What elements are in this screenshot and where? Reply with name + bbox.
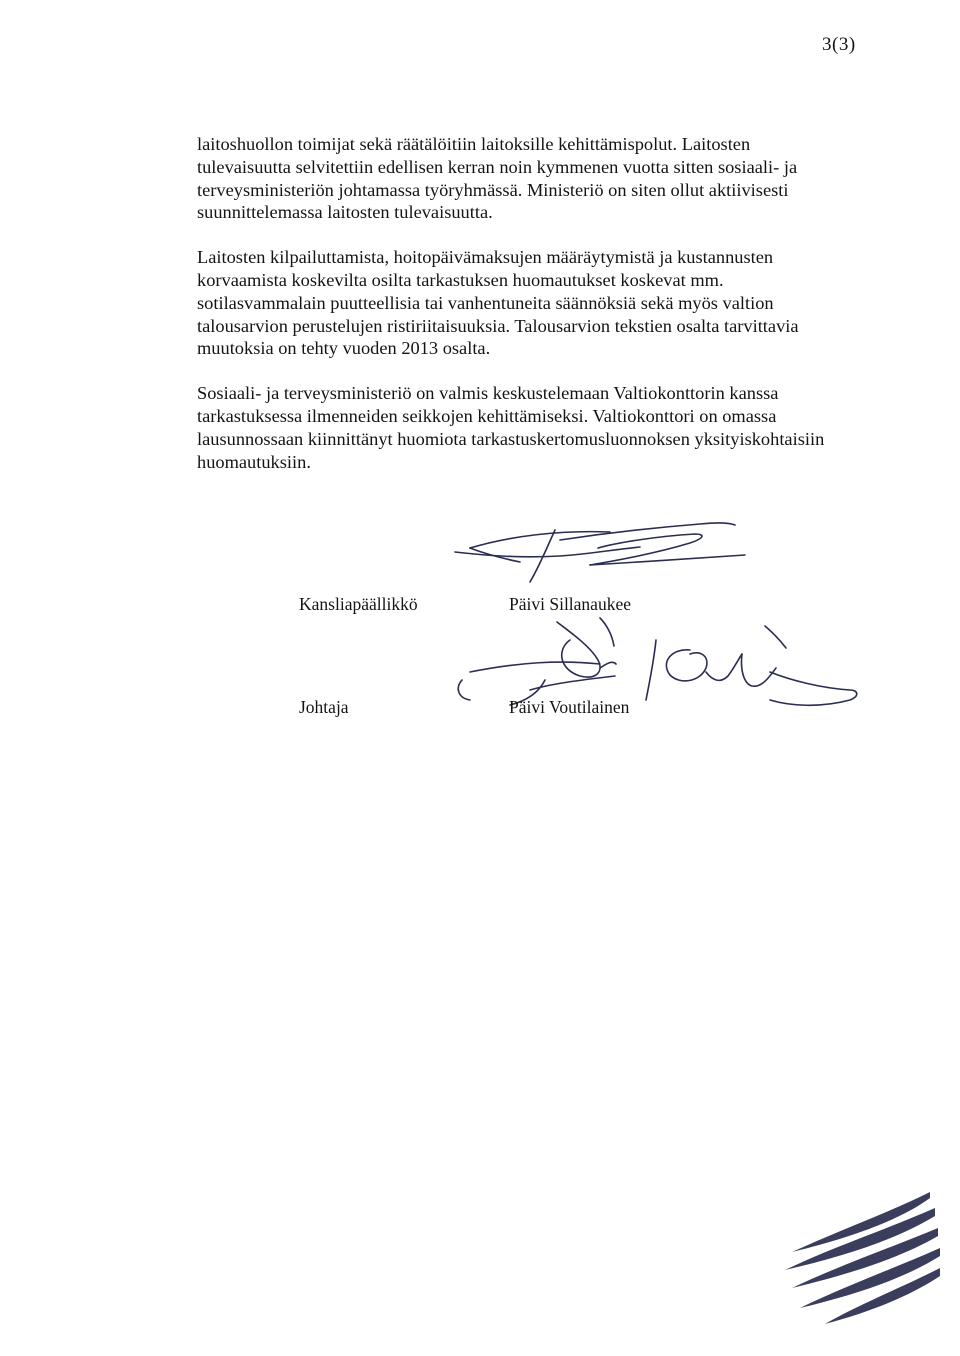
text-line: muutoksia on tehty vuoden 2013 osalta. bbox=[197, 338, 491, 359]
signatory-1-name: Päivi Sillanaukee bbox=[509, 594, 631, 614]
text-line: Sosiaali- ja terveysministeriö on valmis keskustelemaan Valtiokonttorin kanssa bbox=[197, 383, 779, 404]
text-line: tarkastuksessa ilmenneiden seikkojen kehittämiseksi. Valtiokonttori on omassa bbox=[197, 405, 777, 426]
signature-2-icon bbox=[458, 618, 856, 705]
text-line: talousarvion perustelujen ristiriitaisuuksia. Talousarvion tekstien osalta tarvittavia bbox=[197, 315, 799, 336]
text-line: korvaamista koskevilta osilta tarkastuksen huomautukset koskevat mm. bbox=[197, 269, 724, 290]
page-number: 3(3) bbox=[822, 34, 856, 55]
signatory-2-title: Johtaja bbox=[299, 697, 349, 717]
signatory-2-name: Päivi Voutilainen bbox=[509, 697, 630, 717]
text-line: Laitosten kilpailuttamista, hoitopäivämaksujen määräytymistä ja kustannusten bbox=[197, 247, 774, 268]
text-line: terveysministeriön johtamassa työryhmässä. Ministeriö on siten ollut aktiivisesti bbox=[197, 179, 789, 200]
text-line: lausunnossaan kiinnittänyt huomiota tarkastuskertomusluonnoksen yksityiskohtaisiin bbox=[197, 428, 825, 449]
text-line: suunnittelemassa laitosten tulevaisuutta. bbox=[197, 202, 493, 223]
signature-1-icon bbox=[455, 523, 745, 582]
wave-logo-icon bbox=[730, 1190, 940, 1330]
text-line: laitoshuollon toimijat sekä räätälöitiin laitoksille kehittämispolut. Laitosten bbox=[197, 134, 751, 154]
signatory-1-title: Kansliapäällikkö bbox=[299, 594, 418, 614]
text-line: sotilasvammalain puutteellisia tai vanhentuneita säännöksiä sekä myös valtion bbox=[197, 292, 774, 313]
text-line: tulevaisuutta selvitettiin edellisen kerran noin kymmenen vuotta sitten sosiaali- ja bbox=[197, 156, 798, 177]
text-line: huomautuksiin. bbox=[197, 451, 311, 472]
